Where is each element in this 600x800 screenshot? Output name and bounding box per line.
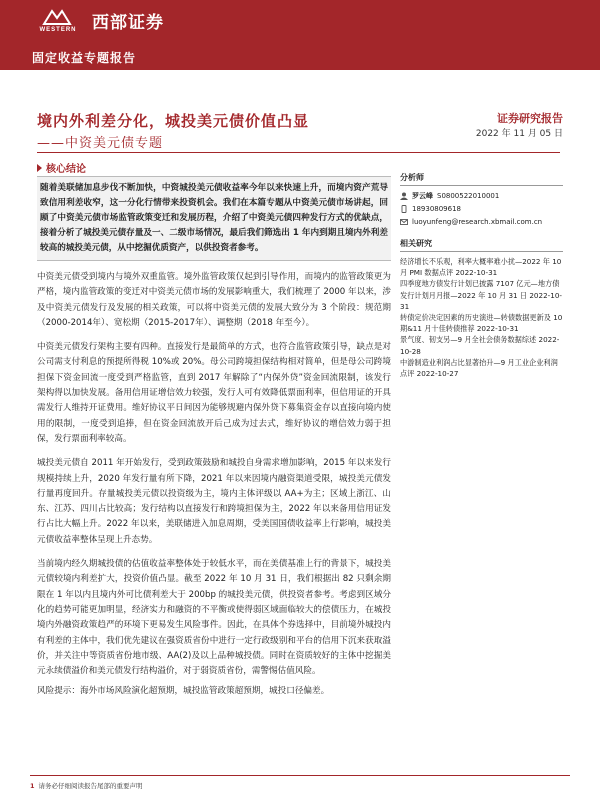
report-date: 2022 年 11 月 05 日 xyxy=(475,129,563,139)
body-paragraph: 当前境内经久期城投债的估值收益率整体处于较低水平，而在美债基准上行的背景下，城投美元债较境内利差扩大，投资价值凸显。截至 2022 年 10 月 31 日，我们根据出 82 只剩余期限在 1 年以内且境内外可比债利差大于 200bp 的城投美元债，供投资者参考。考虑到区域分化的趋势可能更加明显，经济实力和融资的不平衡或使得弱区域面临较大的偿债压力，在城投境内外融资政策趋严的环境下更易发生风险事件。因此，在具体个券选择中，目前境外城投内有利差的主体中，我们优先建议在强资质省份中进行一定行政级别和平台的信用下沉来获取溢价，并关注中等资质省份地市级、AA(2)及以上品种城投债。同时在资质较好的主体中挖掘美元永续债溢价和美元债发行结构溢价，对于弱资质省份，需警惕估值风险。 xyxy=(37,559,391,677)
analyst-name-row xyxy=(400,190,563,202)
summary-box: 随着美联储加息步伐不断加快，中资城投美元债收益率今年以来快速上升，而境内资产荒导致信用利差收窄，这一分化行情带来投资机会。我们在本篇专题从中资美元债市场讲起，回顾了中资美元债市场监管政策变迁和发展历程，介绍了中资美元债四种发行方式的优缺点，接着分析了城投美元债存量及一、二级市场情况，最后我们筛选出 1 年内到期且境内外利差较高的城投美元债，从中挖掘优质资产，以供投资者参考。 xyxy=(37,176,391,261)
page-footer xyxy=(30,781,143,790)
main-title: 境内外利差分化，城投美元债价值凸显 xyxy=(37,112,310,130)
related-research xyxy=(400,238,563,379)
sub-title: ——中资美元债专题 xyxy=(37,136,164,151)
analyst-email[interactable]: luoyunfeng@research.xbmail.com.cn xyxy=(412,218,543,226)
core-conclusion-label: 核心结论 xyxy=(46,164,86,175)
report-type: 固定收益专题报告 xyxy=(32,51,137,65)
title-divider xyxy=(37,152,560,153)
body-paragraph: 中资美元债发行架构主要有四种。直接发行是最简单的方式，也符合监管政策引导，缺点是对公司需支付利息的预提所得税 10%或 20%。母公司跨境担保结构相对简单，但是母公司跨境担保下资金回流一度受到严格监管，直到 2017 年解除了“内保外贷”资金回流限制，该发行架构得以加快发展。备用信用证增信效力较强，发行人可有效降低票面利率，但信用证的开具需发行人维持开证费用。维好协议平日间因为能够规避内保外贷下募集资金存以直接向境内使用的限制，一度受到追捧，但在资金回流放开后己成为过去式，维好协议的增信效力弱于担保，发行票面利率较高。 xyxy=(37,342,391,444)
related-item[interactable]: 景气度、韧支另—9 月全社会债务数据综述 2022-10-28 xyxy=(400,335,560,356)
main-column xyxy=(37,176,391,699)
report-header xyxy=(0,0,600,70)
person-icon xyxy=(400,192,408,200)
brand-name: 西部证券 xyxy=(92,13,164,33)
analyst-section-heading: 分析师 xyxy=(400,172,563,186)
core-conclusion-heading xyxy=(37,160,86,175)
brand-mark-icon xyxy=(42,8,72,26)
body-paragraph: 中资美元债受到境内与境外双重监管。境外监管政策仅起到引导作用，而境内的监管政策更为严格，境内监管政策的变迁对中资美元债市场的发展影响重大，我们梳理了 2000 年以来，涉及中资美元债发行及发展的相关政策，可以将中资美元债的发展大致分为 3 个阶段：规范期（2000-2014年）、宽松期（2015-2017年）、调整期（2018 年至今）。 xyxy=(37,272,391,328)
body-paragraph: 城投美元债自 2011 年开始发行，受到政策鼓励和城投自身需求增加影响，2015 年以来发行规模持续上升，2020 年发行量有所下降，2021 年以来因境内融资渠道受限，城投美元债发行量再度回升。存量城投美元债以投资级为主，境内主体评级以 AA+为主；区域上浙江、山东、江苏、四川占比较高；发行结构以直接发行和跨境担保为主，2022 年以来备用信用证发行占比大幅上升。2022 年以来，美联储进入加息周期，受美国国债收益率上行影响，城投美元债收益率整体呈现上升态势。 xyxy=(37,458,391,545)
sidebar-column xyxy=(400,172,563,379)
related-item[interactable]: 经济增长不乐观，利率大概率难小扰—2022 年 10 月 PMI 数据点评 2022-10-31 xyxy=(400,257,562,278)
related-section-heading: 相关研究 xyxy=(400,238,563,252)
triangle-bullet-icon xyxy=(37,164,42,172)
phone-icon xyxy=(400,205,408,213)
brand-logo xyxy=(30,6,86,36)
report-category: 证券研究报告 xyxy=(497,112,563,125)
page-number: 1 xyxy=(30,782,35,790)
footer-disclaimer: 请务必仔细阅读报告尾部的重要声明 xyxy=(38,782,143,790)
brand-en: WESTERN xyxy=(39,27,77,33)
related-item[interactable]: 转债定价决定因素的历史演进—转债数据更新及 10 期&11 月十佳转债推荐 2022-10-31 xyxy=(400,313,563,334)
footer-divider xyxy=(30,775,570,776)
email-icon xyxy=(400,218,408,226)
related-item[interactable]: 中游制造业利润占比显著抬升—9 月工业企业利润点评 2022-10-27 xyxy=(400,357,558,379)
analyst-phone-row xyxy=(400,203,563,215)
analyst-email-row xyxy=(400,216,563,228)
risk-warning: 风险提示：海外市场风险演化超预期，城投监管政策超预期，城投口径偏差。 xyxy=(37,686,330,697)
analyst-name: 罗云峰 xyxy=(412,192,433,200)
analyst-id: S0800522010001 xyxy=(437,192,500,200)
related-item[interactable]: 四季度地方债发行计划已披露 7107 亿元—地方债发行计划月月报—2022 年 10 月 31 日 2022-10-31 xyxy=(400,279,562,311)
analyst-phone: 18930809618 xyxy=(412,205,461,213)
